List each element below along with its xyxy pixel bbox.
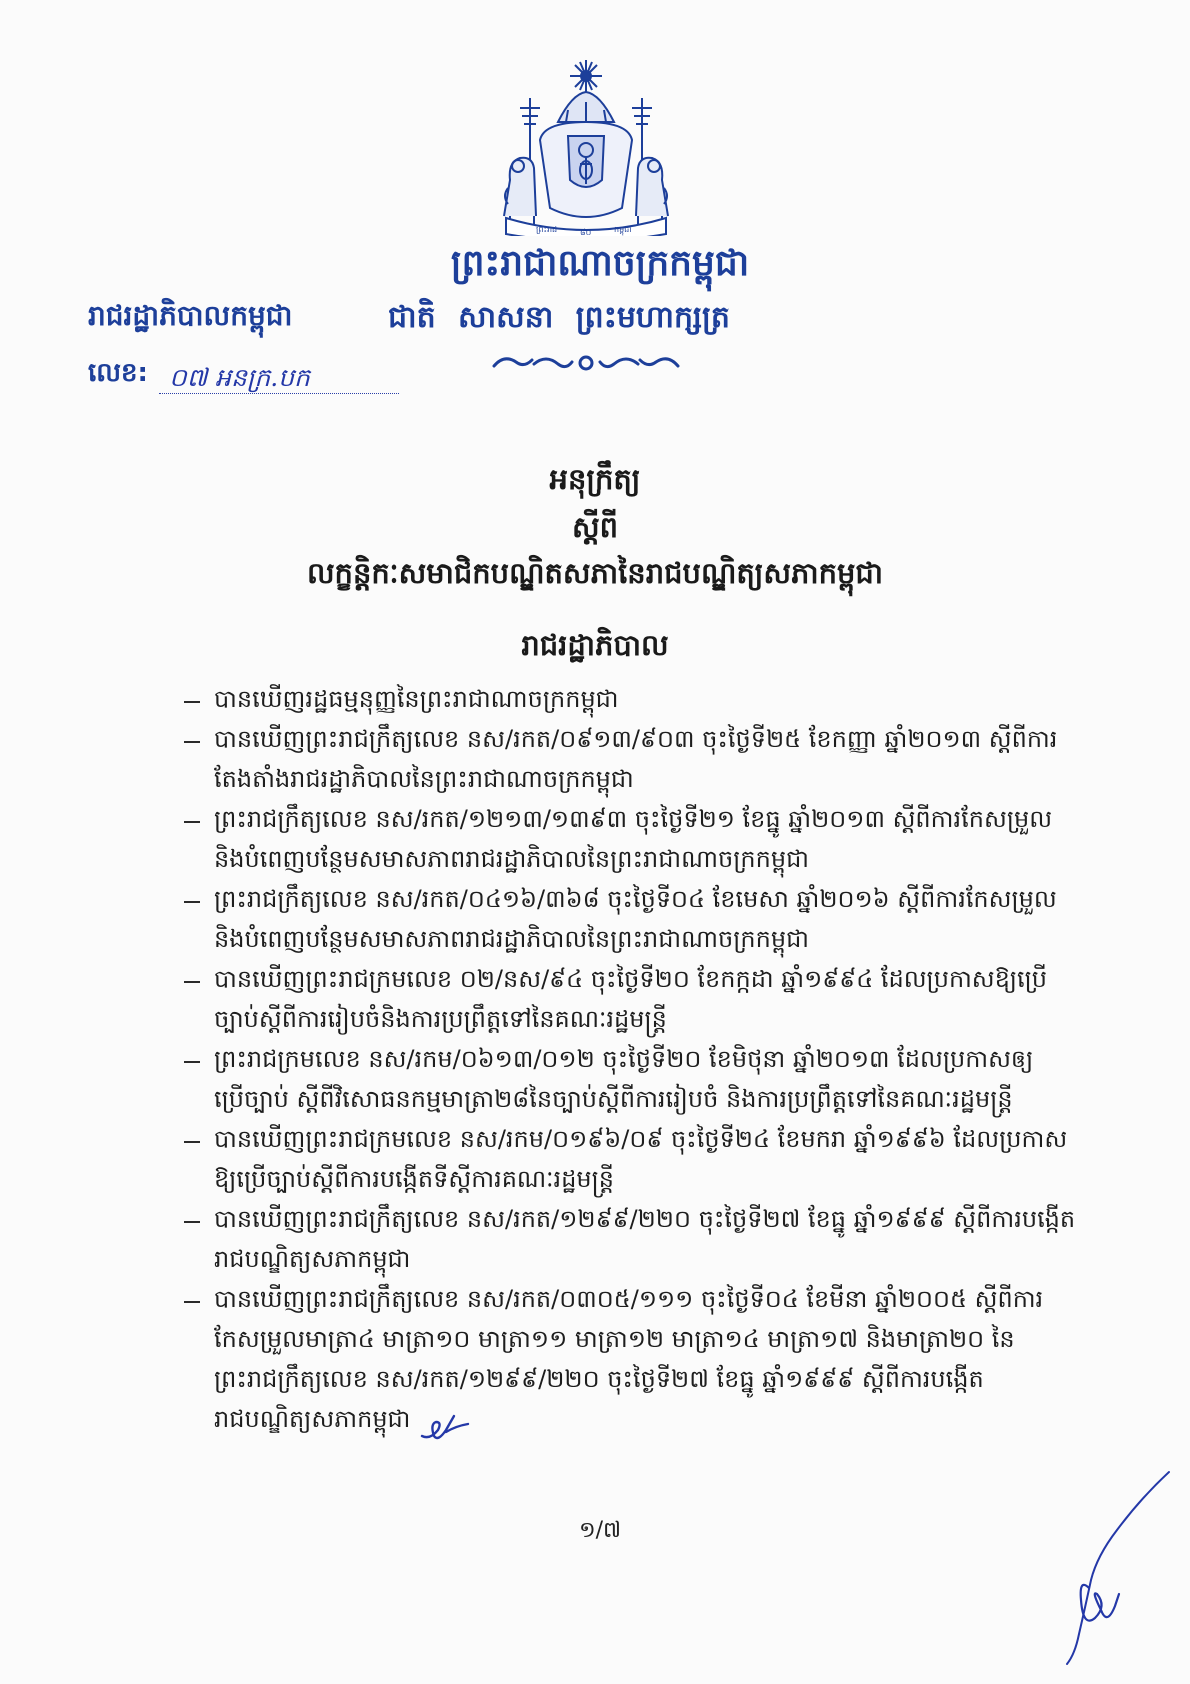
- kingdom-title: ព្រះរាជាណាចក្រកម្ពុជា: [450, 243, 750, 284]
- preamble-line: ព្រះរាជក្រឹត្យលេខ នស/រកត/០៤១៦/៣៦៨ ចុះថ្ងៃទី០៤ ខែមេសា ឆ្នាំ២០១៦ ស្តីពីការកែសម្រួល: [214, 885, 1057, 913]
- emblem-text-middle: ៨០: [580, 228, 592, 236]
- subject-heading: លក្ខន្តិកៈសមាជិកបណ្ឌិតសភានៃរាជបណ្ឌិត្យសភាកម្ពុជា: [306, 556, 884, 590]
- preamble-line: ព្រះរាជក្រឹត្យលេខ នស/រកត/១២១៣/១៣៩៣ ចុះថ្ងៃទី២១ ខែធ្នូ ឆ្នាំ២០១៣ ស្តីពីការកែសម្រួល: [214, 805, 1053, 833]
- reference-label: លេខ:: [88, 358, 148, 388]
- list-bullet: [184, 821, 200, 823]
- preamble-line: រាជបណ្ឌិត្យសភាកម្ពុជា: [214, 1405, 411, 1433]
- reference-value-handwritten: ០៧ អនក្រ.បក: [159, 363, 399, 394]
- document-type-heading: អនុក្រឹត្យ: [549, 462, 641, 496]
- preamble-line: និងបំពេញបន្ថែមសមាសភាពរាជរដ្ឋាភិបាលនៃព្រះរាជាណាចក្រកម្ពុជា: [214, 845, 809, 873]
- preamble-line: ព្រះរាជក្រមលេខ នស/រកម/០៦១៣/០១២ ចុះថ្ងៃទី២០ ខែមិថុនា ឆ្នាំ២០១៣ ដែលប្រកាសឲ្យ: [214, 1045, 1034, 1073]
- government-name: រាជរដ្ឋាភិបាលកម្ពុជា: [88, 299, 293, 332]
- preamble-line: បានឃើញព្រះរាជក្រមលេខ នស/រកម/០១៩៦/០៩ ចុះថ្ងៃទី២៤ ខែមករា ឆ្នាំ១៩៩៦ ដែលប្រកាស: [214, 1125, 1068, 1153]
- about-heading: ស្តីពី: [571, 510, 619, 544]
- preamble-line: បានឃើញព្រះរាជក្រឹត្យលេខ នស/រកត/០៩១៣/៩០៣ ចុះថ្ងៃទី២៥ ខែកញ្ញា ឆ្នាំ២០១៣ ស្តីពីការ: [214, 725, 1058, 753]
- list-bullet: [184, 1141, 200, 1143]
- page-number: ១/៧: [578, 1518, 622, 1543]
- preamble-line: រាជបណ្ឌិត្យសភាកម្ពុជា: [214, 1245, 411, 1273]
- preamble-line: កែសម្រួលមាត្រា៤ មាត្រា១០ មាត្រា១១ មាត្រា១២ មាត្រា១៤ មាត្រា១៧ និងមាត្រា២០ នៃ: [214, 1325, 1015, 1353]
- initial-signature: [420, 1410, 470, 1444]
- list-bullet: [184, 901, 200, 903]
- preamble-line: បានឃើញព្រះរាជក្រមលេខ ០២/នស/៩៤ ចុះថ្ងៃទី២០ ខែកក្កដា ឆ្នាំ១៩៩៤ ដែលប្រកាសឱ្យប្រើ: [214, 965, 1048, 993]
- emblem-text-left: ព្រះរាជ: [536, 225, 558, 234]
- list-bullet: [184, 981, 200, 983]
- preamble-line: ច្បាប់ស្តីពីការរៀបចំនិងការប្រព្រឹត្តទៅនៃគណៈរដ្ឋមន្ត្រី: [214, 1005, 667, 1033]
- handwritten-signature: [1045, 1468, 1175, 1668]
- list-bullet: [184, 741, 200, 743]
- list-bullet: [184, 1301, 200, 1303]
- preamble-line: ព្រះរាជក្រឹត្យលេខ នស/រកត/១២៩៩/២២០ ចុះថ្ងៃទី២៧ ខែធ្នូ ឆ្នាំ១៩៩៩ ស្តីពីការបង្កើត: [214, 1365, 984, 1393]
- preamble-line: និងបំពេញបន្ថែមសមាសភាពរាជរដ្ឋាភិបាលនៃព្រះរាជាណាចក្រកម្ពុជា: [214, 925, 809, 953]
- list-bullet: [184, 1221, 200, 1223]
- preamble-line: ប្រើច្បាប់ ស្តីពីវិសោធនកម្មមាត្រា២៨នៃច្បាប់ស្តីពីការរៀបចំ និងការប្រព្រឹត្តទៅនៃគណៈរដ្ឋមន្ត្រី: [214, 1085, 1013, 1113]
- preamble-line: បានឃើញព្រះរាជក្រឹត្យលេខ នស/រកត/០៣០៥/១១១ ចុះថ្ងៃទី០៤ ខែមីនា ឆ្នាំ២០០៥ ស្តីពីការ: [214, 1285, 1044, 1313]
- list-bullet: [184, 1061, 200, 1063]
- issuer-heading: រាជរដ្ឋាភិបាល: [521, 628, 669, 662]
- emblem-text-right: កម្ពុជា: [614, 225, 632, 234]
- list-bullet: [184, 701, 200, 703]
- national-motto: ជាតិ សាសនា ព្រះមហាក្សត្រ: [388, 300, 730, 335]
- preamble-line: បានឃើញព្រះរាជក្រឹត្យលេខ នស/រកត/១២៩៩/២២០ ចុះថ្ងៃទី២៧ ខែធ្នូ ឆ្នាំ១៩៩៩ ស្តីពីការបង្កើត: [214, 1205, 1076, 1233]
- preamble-line: តែងតាំងរាជរដ្ឋាភិបាលនៃព្រះរាជាណាចក្រកម្ពុជា: [214, 765, 634, 793]
- preamble-line: បានឃើញរដ្ឋធម្មនុញ្ញនៃព្រះរាជាណាចក្រកម្ពុជា: [214, 685, 619, 713]
- preamble-line: ឱ្យប្រើច្បាប់ស្តីពីការបង្កើតទីស្តីការគណៈរដ្ឋមន្ត្រី: [214, 1165, 615, 1193]
